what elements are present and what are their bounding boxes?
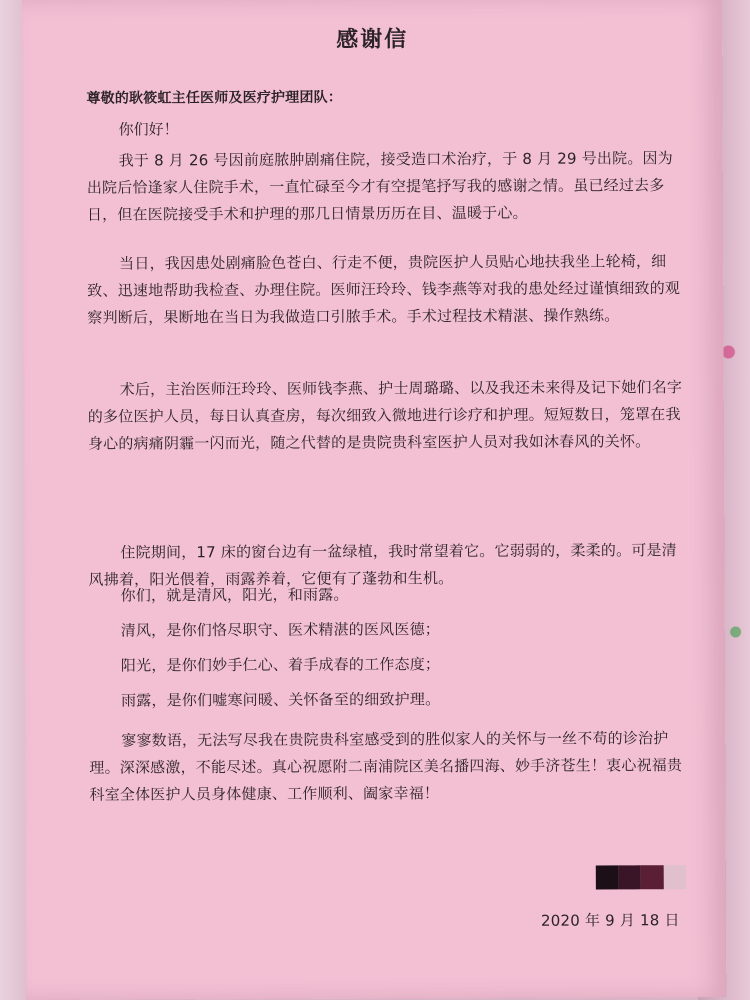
paragraph-3: 术后，主治医师汪玲玲、医师钱李燕、护士周璐璐、以及我还未来得及记下她们名字的多位医护人员，每日认真查房，每次细致入微地进行诊疗和护理。短短数日，笼罩在我身心的病痛阴霾一闪而光，随之代替的是贵院贵科室医护人员对我如沐春风的关怀。 [87,378,683,453]
redaction-block [618,865,641,889]
line-1: 你们，就是清风，阳光，和雨露。 [120,585,349,605]
letter-title: 感谢信 [336,27,409,53]
line-4: 雨露，是你们嘘寒问暖、关怀备至的细致护理。 [121,690,441,710]
redaction-block [596,865,619,889]
redacted-signature [596,865,686,889]
redaction-block [663,865,686,889]
letter-salutation: 尊敬的耿筱虹主任医师及医疗护理团队： [86,89,343,107]
paragraph-1: 我于 8 月 26 号因前庭脓肿剧痛住院，接受造口术治疗，于 8 月 29 号出院。因为出院后恰逢家人住院手术，一直忙碌至今才有空提笔抒写我的感谢之情。虽已经过去多日，但在医院接受手术和护理的那几日情景历历在目、温暖于心。 [86,149,673,224]
line-2: 清风，是你们恪尽职守、医术精湛的医风医德； [120,620,440,640]
letter-paper [22,0,726,1000]
closing-paragraph: 寥寥数语，无法写尽我在贵院贵科室感受到的胜似家人的关怀与一丝不苟的诊治护理。深深感激，不能尽述。真心祝愿附二南浦院区美名播四海、妙手济苍生！衷心祝福贵科室全体医护人员身体健康、工作顺利、阖家幸福！ [89,729,683,804]
letter-greeting: 你们好！ [118,120,179,139]
line-3: 阳光，是你们妙手仁心、着手成春的工作态度； [120,655,441,675]
paragraph-2: 当日，我因患处剧痛脸色苍白、行走不便，贵院医护人员贴心地扶我坐上轮椅，细致、迅速地帮助我检查、办理住院。医师汪玲玲、钱李燕等对我的患处经过谨慎细致的观察判断后，果断地在当日为我做造口引脓手术。手术过程技术精湛、操作熟练。 [87,252,681,327]
letter-date: 2020 年 9 月 18 日 [540,911,680,930]
redaction-block [641,865,664,889]
paragraph-4: 住院期间，17 床的窗台边有一盆绿植，我时常望着它。它弱弱的，柔柔的。可是清风拂着，阳光偎着，雨露养着，它便有了蓬勃和生机。 [88,541,677,589]
